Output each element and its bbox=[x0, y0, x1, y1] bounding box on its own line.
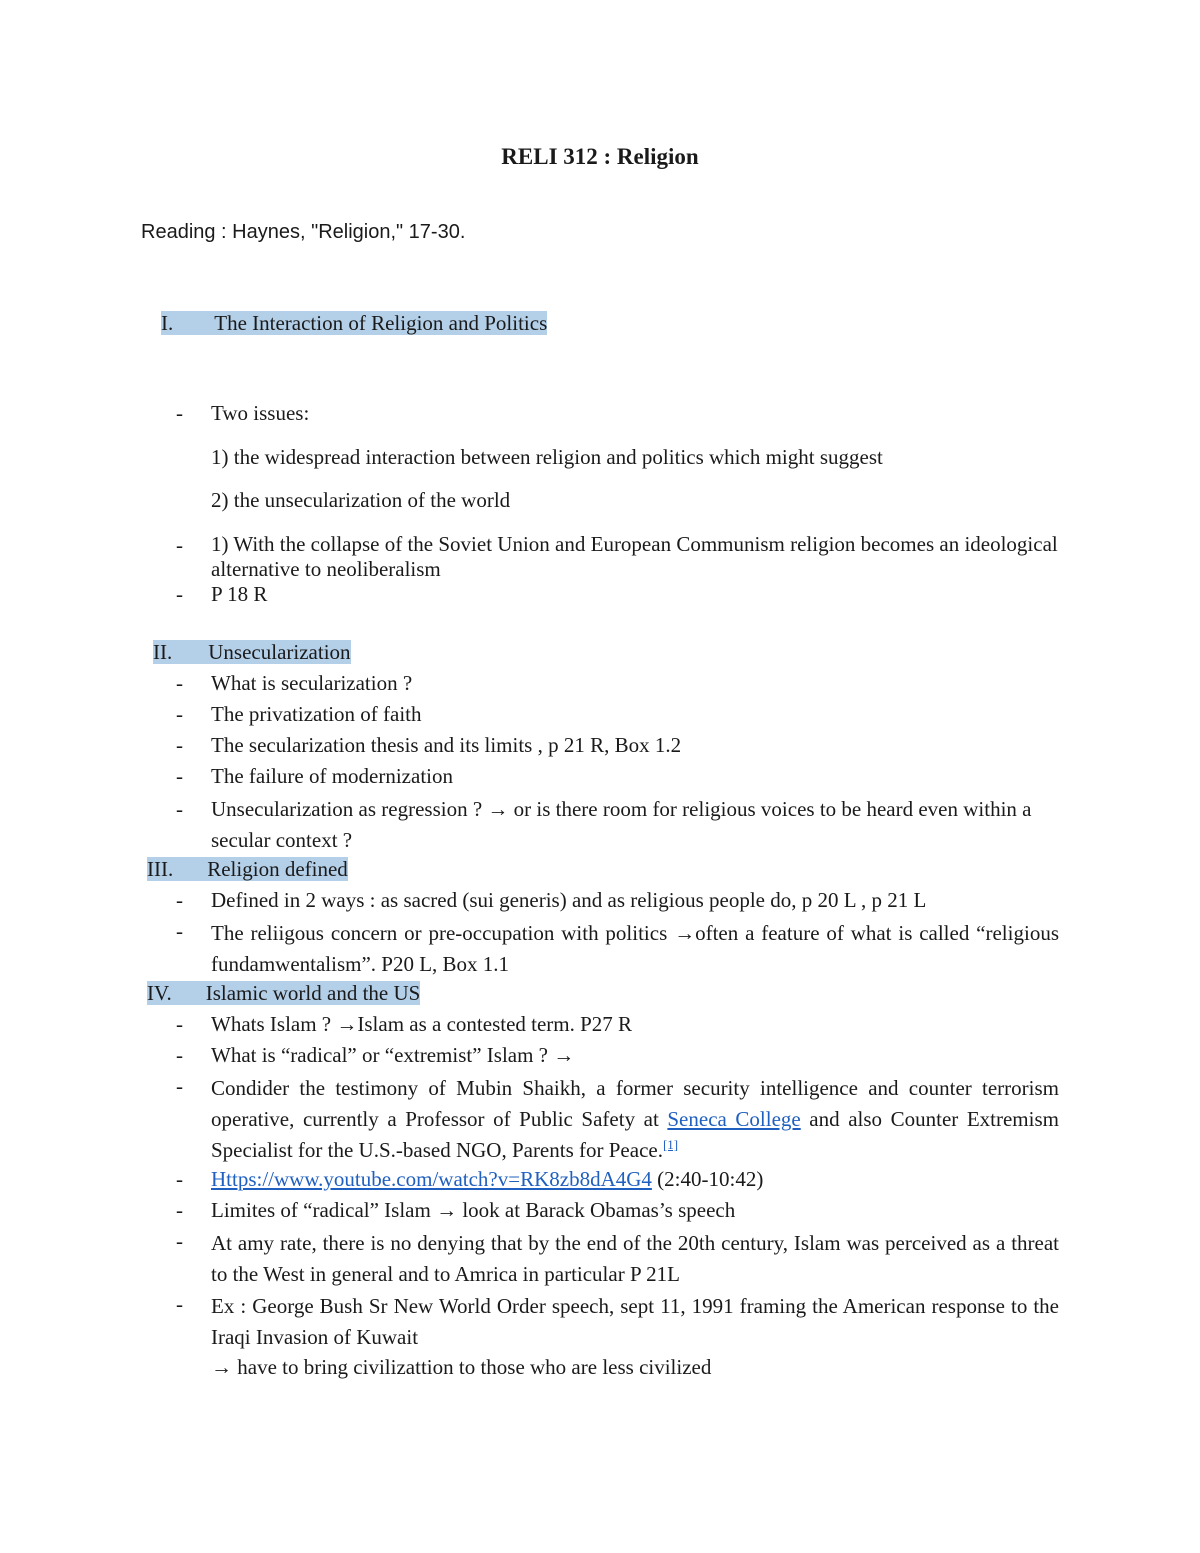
section-1-heading-highlight bbox=[161, 311, 547, 335]
bullet-dash: - bbox=[176, 1074, 183, 1098]
section-2-heading-highlight bbox=[153, 640, 351, 664]
bullet-dash: - bbox=[176, 1292, 183, 1316]
list-item-text: 1) With the collapse of the Soviet Union and European Communism religion becomes an ideological alternative to neoliberalism bbox=[211, 532, 1058, 581]
section-3-heading bbox=[147, 856, 348, 882]
bullet-dash: - bbox=[176, 888, 183, 912]
bullet-dash: - bbox=[176, 702, 183, 726]
list-item-text: The failure of modernization bbox=[211, 764, 453, 788]
bullet-dash: - bbox=[176, 1167, 183, 1191]
list-item-text: Ex : George Bush Sr New World Order speech, sept 11, 1991 framing the American response to the Iraqi Invasion of Kuwait bbox=[211, 1294, 1059, 1349]
list-item-text-after: and also Counter Extremism Specialist for the U.S.-based NGO, Parents for Peace. bbox=[211, 1107, 1059, 1162]
list-item-text: What is secularization ? bbox=[211, 671, 413, 695]
bullet-dash: - bbox=[176, 401, 183, 425]
list-item-text bbox=[211, 1073, 1059, 1166]
section-2-heading bbox=[153, 639, 351, 665]
list-item-text: 1) the widespread interaction between religion and politics which might suggest bbox=[211, 445, 883, 469]
bullet-dash: - bbox=[176, 1043, 183, 1067]
list-item-text: Defined in 2 ways : as sacred (sui generis) and as religious people do, p 20 L , p 21 L bbox=[211, 888, 927, 912]
list-item-text-before: Condider the testimony of Mubin Shaikh, a former security intelligence and counter terrorism operative, currently a Professor of Public Safety at bbox=[211, 1076, 1059, 1131]
list-item-text: 2) the unsecularization of the world bbox=[211, 488, 511, 512]
list-item-text: Two issues: bbox=[211, 401, 310, 425]
list-item-text-after: (2:40-10:42) bbox=[651, 1167, 764, 1191]
bullet-dash: - bbox=[176, 671, 183, 695]
list-item-text: The secularization thesis and its limits , p 21 R, Box 1.2 bbox=[211, 733, 682, 757]
bullet-dash: - bbox=[176, 797, 183, 821]
list-item-text: What is “radical” or “extremist” Islam ? → bbox=[211, 1043, 575, 1067]
list-item-text: Unsecularization as regression ? → or is there room for religious voices to be heard even within a secular context ? bbox=[211, 797, 1032, 852]
list-item-text bbox=[211, 1166, 763, 1192]
list-item-text: → have to bring civilizattion to those who are less civilized bbox=[211, 1355, 712, 1379]
list-item-text: Limites of “radical” Islam → look at Barack Obamas’s speech bbox=[211, 1198, 736, 1222]
section-4-heading-highlight bbox=[147, 981, 420, 1005]
footnote-reference-link[interactable]: [1] bbox=[662, 1137, 679, 1152]
section-3-title: Religion defined bbox=[207, 857, 348, 881]
list-item-text: Whats Islam ? →Islam as a contested term. P27 R bbox=[211, 1012, 633, 1036]
section-1-heading bbox=[161, 310, 547, 336]
bullet-dash: - bbox=[176, 582, 183, 606]
section-2-title: Unsecularization bbox=[208, 640, 351, 664]
bullet-dash: - bbox=[176, 1012, 183, 1036]
bullet-dash: - bbox=[176, 533, 183, 557]
list-item-text: At amy rate, there is no denying that by the end of the 20th century, Islam was perceived as a threat to the West in general and to Amrica in particular P 21L bbox=[211, 1231, 1059, 1286]
section-4-heading bbox=[147, 980, 420, 1006]
list-item-text: P 18 R bbox=[211, 582, 268, 606]
section-4-title: Islamic world and the US bbox=[205, 981, 421, 1005]
section-1-numeral: I. bbox=[161, 311, 174, 335]
section-3-numeral: III. bbox=[147, 857, 174, 881]
list-item-text: The privatization of faith bbox=[211, 702, 422, 726]
section-3-heading-highlight bbox=[147, 857, 348, 881]
bullet-dash: - bbox=[176, 733, 183, 757]
reading-line: Reading : Haynes, "Religion," 17-30. bbox=[141, 221, 466, 243]
youtube-link[interactable]: Https://www.youtube.com/watch?v=RK8zb8dA4G4 bbox=[211, 1167, 652, 1191]
document-title: RELI 312 : Religion bbox=[501, 144, 699, 169]
bullet-dash: - bbox=[176, 764, 183, 788]
seneca-college-link[interactable]: Seneca College bbox=[667, 1107, 801, 1131]
bullet-dash: - bbox=[176, 1229, 183, 1253]
list-item-text: The reliigous concern or pre-occupation with politics →often a feature of what is called “religious fundamwentalism”. P20 L, Box 1.1 bbox=[211, 921, 1059, 976]
section-2-numeral: II. bbox=[153, 640, 173, 664]
bullet-dash: - bbox=[176, 919, 183, 943]
bullet-dash: - bbox=[176, 1198, 183, 1222]
section-1-title: The Interaction of Religion and Politics bbox=[214, 311, 548, 335]
section-4-numeral: IV. bbox=[147, 981, 172, 1005]
